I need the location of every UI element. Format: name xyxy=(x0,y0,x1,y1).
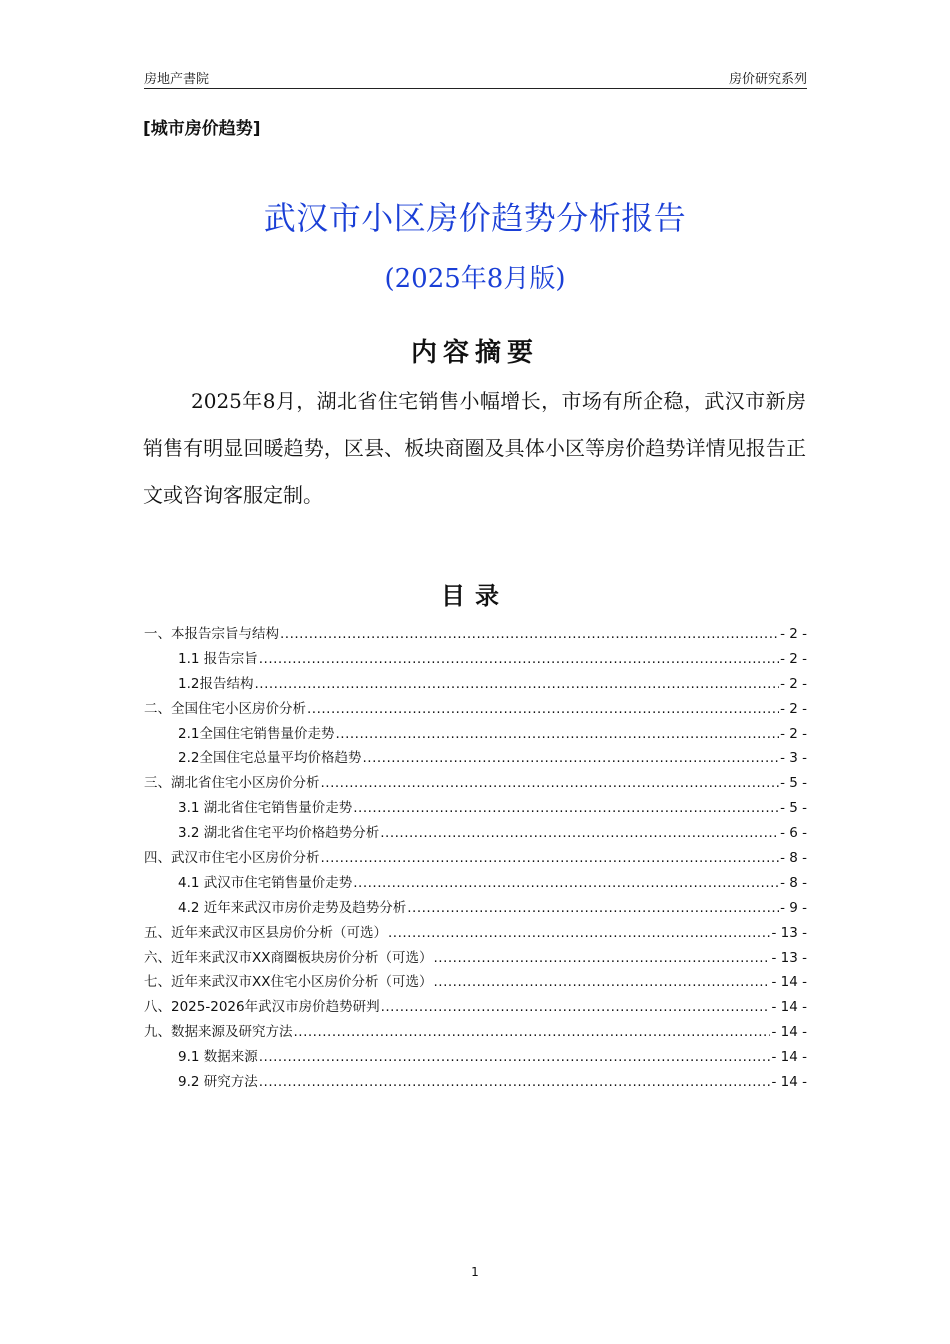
toc-entry-page: - 2 - xyxy=(780,675,807,692)
toc-leader-dots xyxy=(294,1024,771,1040)
toc-leader-dots xyxy=(280,626,779,642)
toc-entry-page: - 8 - xyxy=(780,850,807,867)
toc-entry[interactable] xyxy=(144,846,807,871)
toc-leader-dots xyxy=(321,850,780,866)
toc-leader-dots xyxy=(388,925,770,941)
toc-leader-dots xyxy=(335,726,779,742)
toc-entry-label: 3.1 湖北省住宅销售量价走势 xyxy=(178,800,353,817)
toc-entry-page: - 2 - xyxy=(780,700,807,717)
toc-entry[interactable] xyxy=(144,722,807,747)
toc-entry-page: - 13 - xyxy=(771,949,807,966)
toc-leader-dots xyxy=(407,900,779,916)
abstract-text: 2025年8月，湖北省住宅销售小幅增长，市场有所企稳，武汉市新房销售有明显回暖趋势，区县、板块商圈及具体小区等房价趋势详情见报告正文或咨询客服定制。 xyxy=(143,389,806,507)
toc-entry[interactable] xyxy=(144,746,807,771)
page-number: 1 xyxy=(471,1265,479,1279)
toc-entry-label: 2.2全国住宅总量平均价格趋势 xyxy=(178,750,362,767)
toc-entry-page: - 14 - xyxy=(771,974,807,991)
toc-entry[interactable] xyxy=(144,970,807,995)
toc-entry-label: 1.2报告结构 xyxy=(178,675,254,692)
toc-leader-dots xyxy=(259,1049,771,1065)
toc-leader-dots xyxy=(353,875,779,891)
toc-entry-label: 9.1 数据来源 xyxy=(178,1049,258,1066)
toc-entry[interactable] xyxy=(144,946,807,971)
toc-leader-dots xyxy=(380,825,779,841)
toc-entry-page: - 6 - xyxy=(780,825,807,842)
toc-entry[interactable] xyxy=(144,821,807,846)
abstract-heading: 内容摘要 xyxy=(410,338,539,368)
toc-entry-page: - 2 - xyxy=(780,725,807,742)
toc-entry[interactable] xyxy=(144,771,807,796)
toc-entry-label: 六、近年来武汉市XX商圈板块房价分析（可选） xyxy=(144,949,433,966)
toc-leader-dots xyxy=(434,950,771,966)
toc-leader-dots xyxy=(259,651,779,667)
report-title: 武汉市小区房价趋势分析报告 xyxy=(263,199,687,237)
header-publisher: 房地产書院 xyxy=(144,72,210,87)
toc-entry-page: - 5 - xyxy=(780,800,807,817)
toc-entry[interactable] xyxy=(144,796,807,821)
page-header xyxy=(144,68,807,89)
toc-entry-label: 二、全国住宅小区房价分析 xyxy=(144,700,306,717)
toc-entry-page: - 14 - xyxy=(771,1049,807,1066)
toc-entry-page: - 14 - xyxy=(771,999,807,1016)
toc-entry[interactable] xyxy=(144,896,807,921)
toc-entry[interactable] xyxy=(144,995,807,1020)
toc-entry[interactable] xyxy=(144,1070,807,1095)
category-tag: [城市房价趋势] xyxy=(143,119,261,139)
toc-entry-page: - 3 - xyxy=(780,750,807,767)
toc-entry-page: - 14 - xyxy=(771,1024,807,1041)
report-edition: (2025年8月版) xyxy=(384,264,566,294)
toc-entry-label: 八、2025-2026年武汉市房价趋势研判 xyxy=(144,999,380,1016)
toc-entry-label: 五、近年来武汉市区县房价分析（可选） xyxy=(144,924,387,941)
toc-leader-dots xyxy=(307,701,779,717)
toc-leader-dots xyxy=(259,1074,771,1090)
header-series: 房价研究系列 xyxy=(728,72,807,87)
toc-leader-dots xyxy=(362,750,779,766)
toc-entry-label: 4.2 近年来武汉市房价走势及趋势分析 xyxy=(178,899,407,916)
toc-entry[interactable] xyxy=(144,1020,807,1045)
toc-entry-page: - 8 - xyxy=(780,874,807,891)
toc-entry-label: 七、近年来武汉市XX住宅小区房价分析（可选） xyxy=(144,974,433,991)
toc-leader-dots xyxy=(321,775,780,791)
toc-entry[interactable] xyxy=(144,622,807,647)
toc-heading: 目录 xyxy=(441,582,509,610)
toc-entry-page: - 2 - xyxy=(780,626,807,642)
toc-entry-label: 1.1 报告宗旨 xyxy=(178,650,258,667)
toc-entry-label: 九、数据来源及研究方法 xyxy=(144,1024,293,1041)
toc-entry-label: 四、武汉市住宅小区房价分析 xyxy=(144,850,320,867)
toc-entry-label: 4.1 武汉市住宅销售量价走势 xyxy=(178,874,353,891)
toc-entry-label: 9.2 研究方法 xyxy=(178,1074,258,1091)
table-of-contents xyxy=(144,622,807,1095)
toc-entry[interactable] xyxy=(144,1045,807,1070)
toc-entry-page: - 5 - xyxy=(780,775,807,792)
toc-entry[interactable] xyxy=(144,697,807,722)
toc-entry-label: 3.2 湖北省住宅平均价格趋势分析 xyxy=(178,825,380,842)
toc-entry-page: - 14 - xyxy=(771,1074,807,1091)
toc-entry[interactable] xyxy=(144,871,807,896)
toc-entry[interactable] xyxy=(144,647,807,672)
toc-leader-dots xyxy=(353,800,779,816)
toc-entry[interactable] xyxy=(144,672,807,697)
toc-leader-dots xyxy=(434,974,771,990)
toc-entry[interactable] xyxy=(144,921,807,946)
toc-entry-page: - 13 - xyxy=(771,924,807,941)
toc-entry-label: 2.1全国住宅销售量价走势 xyxy=(178,725,335,742)
toc-entry-page: - 9 - xyxy=(780,899,807,916)
toc-leader-dots xyxy=(254,676,779,692)
toc-leader-dots xyxy=(381,999,771,1015)
toc-entry-page: - 2 - xyxy=(780,650,807,667)
toc-entry-label: 一、本报告宗旨与结构 xyxy=(144,626,279,642)
toc-entry-label: 三、湖北省住宅小区房价分析 xyxy=(144,775,320,792)
